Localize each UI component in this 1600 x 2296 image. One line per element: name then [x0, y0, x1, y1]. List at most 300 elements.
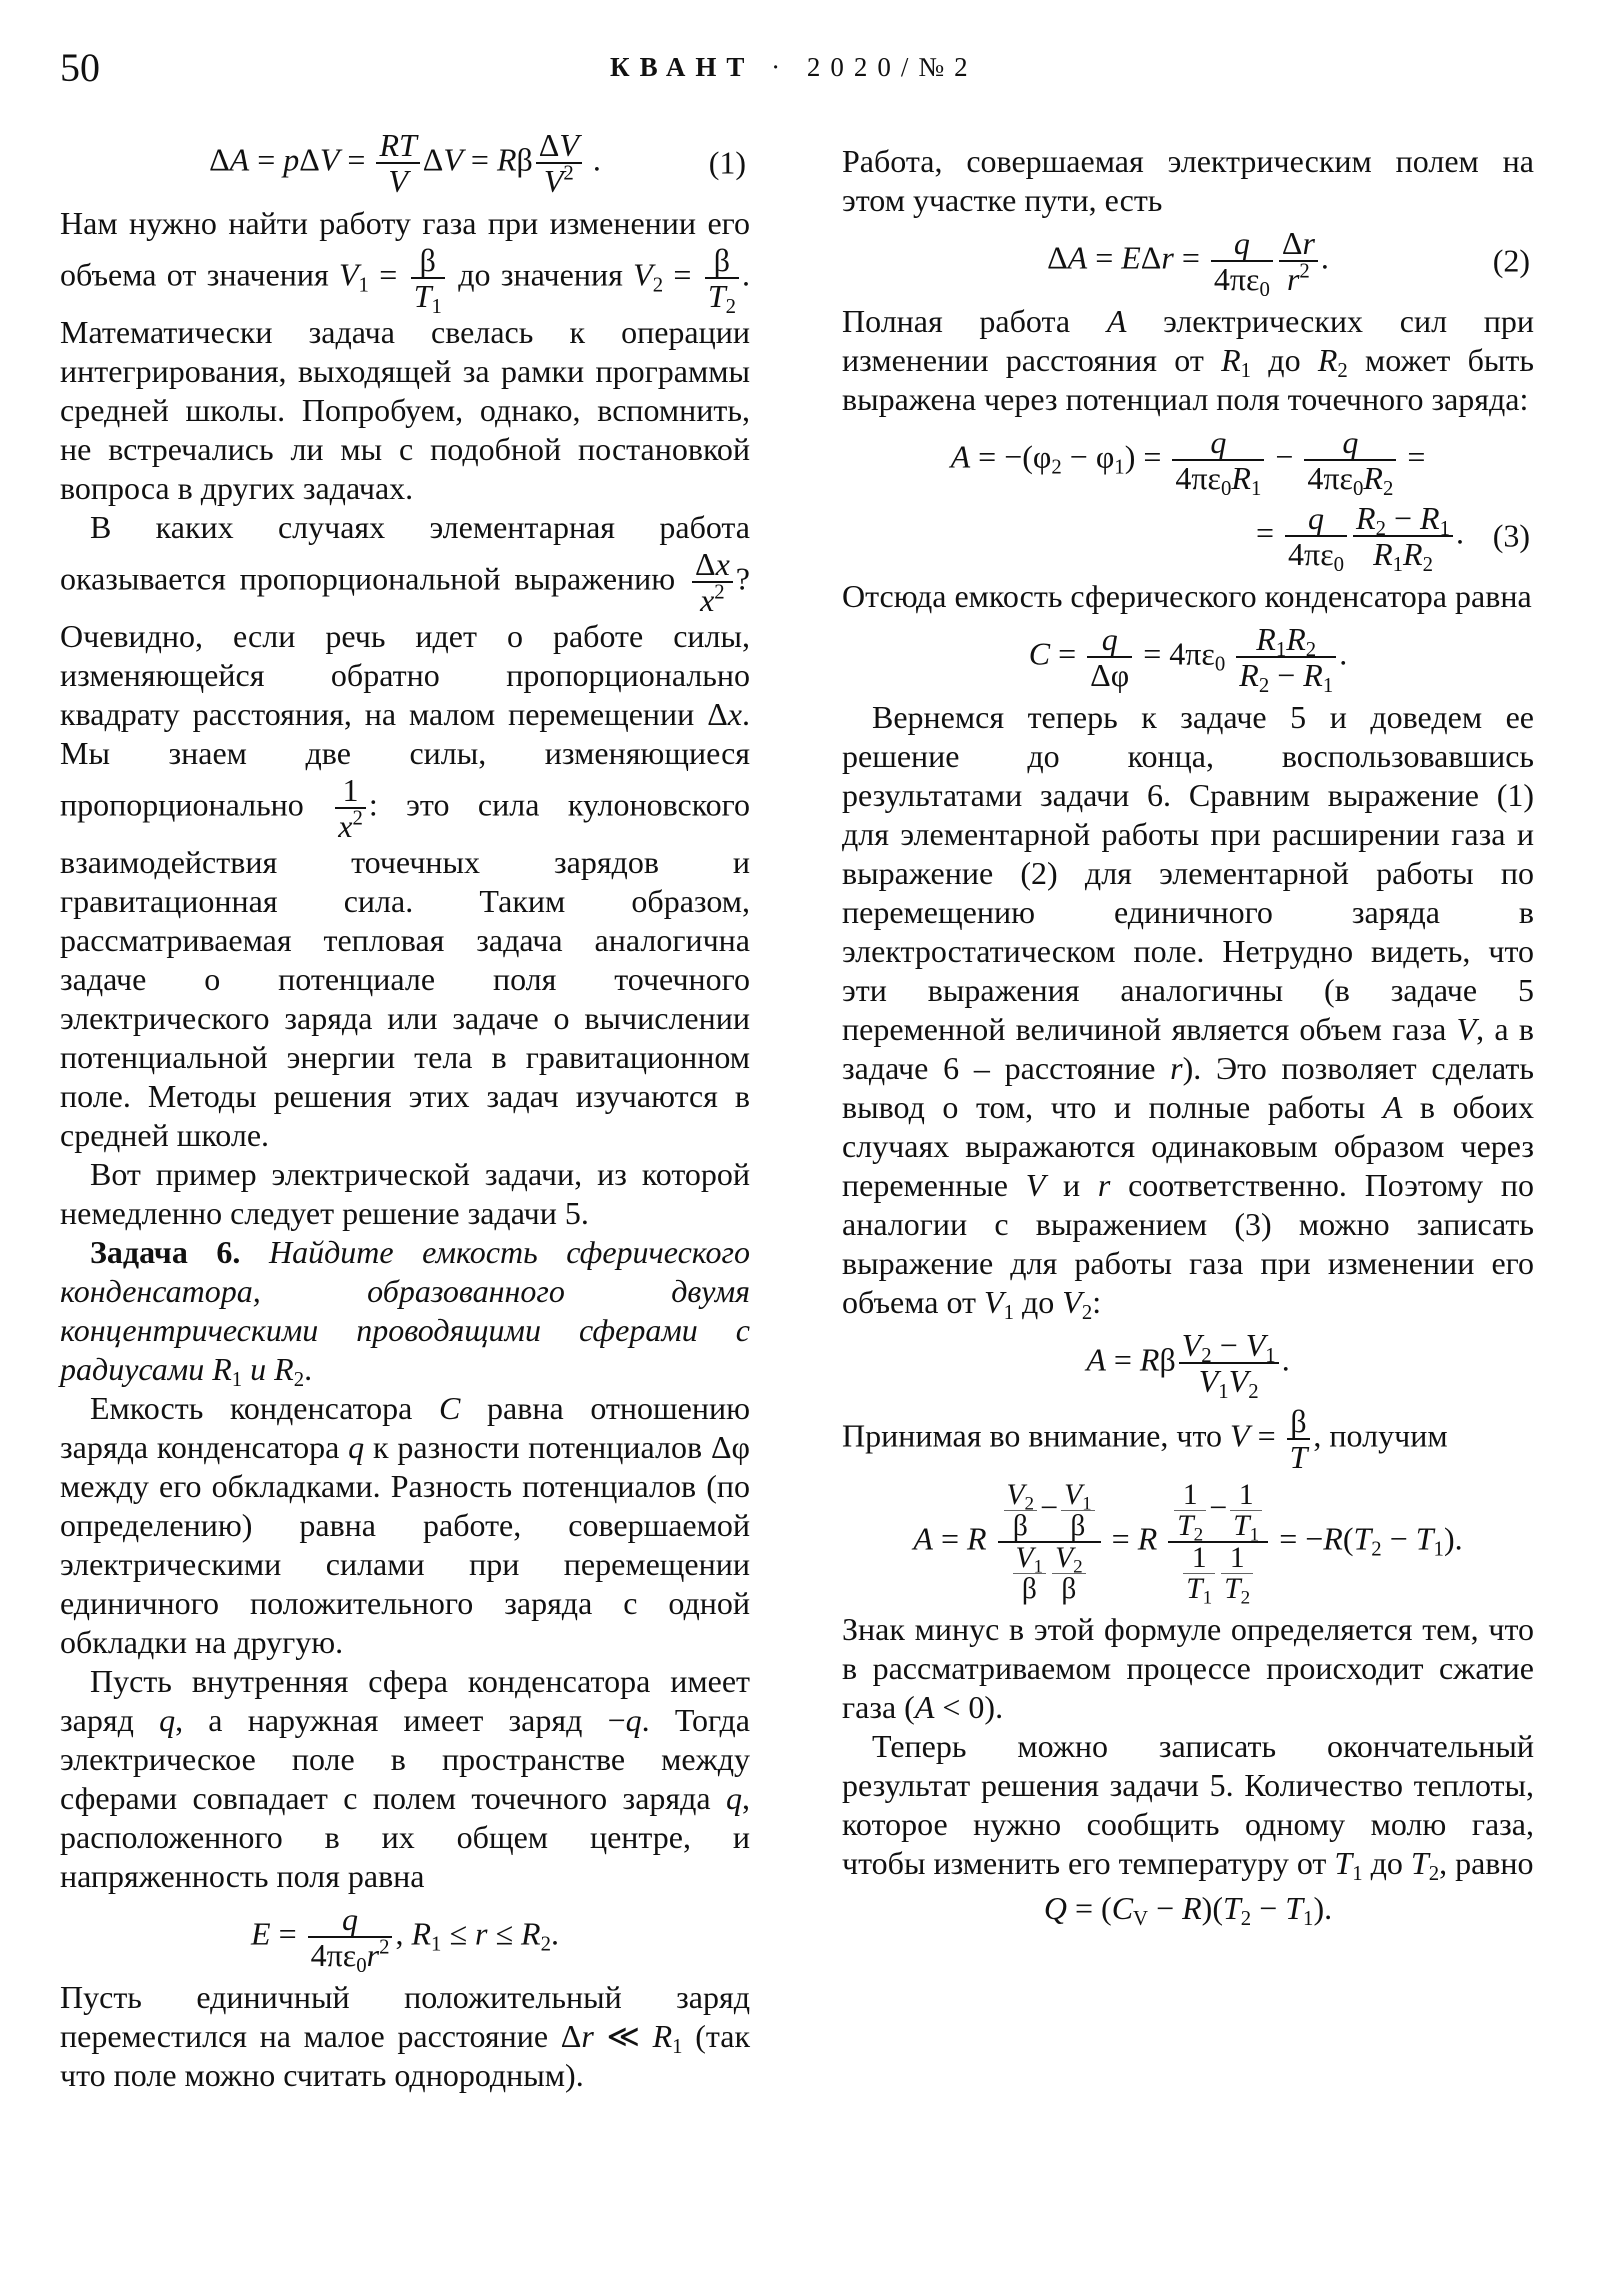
- display-formula: [842, 1479, 1534, 1609]
- math-italic: q: [1233, 225, 1250, 261]
- text-run: .: [1320, 239, 1329, 276]
- math-italic: R: [1286, 621, 1306, 657]
- math-italic: r: [1161, 239, 1174, 276]
- text-run: [987, 1520, 995, 1556]
- subscript: 1: [1433, 1537, 1444, 1561]
- text-run: ).: [1443, 1520, 1463, 1557]
- denominator: [1304, 460, 1396, 501]
- fraction: [1168, 1479, 1268, 1609]
- subscript: 1: [1303, 1907, 1314, 1931]
- math-italic: V: [339, 256, 359, 293]
- math-italic: A: [229, 141, 250, 178]
- text-run: β: [713, 242, 731, 278]
- text-run: ) =: [1124, 438, 1170, 475]
- numerator: [1285, 501, 1347, 537]
- text-run: электрических сил при изменении расстояния от: [842, 303, 1535, 378]
- numerator: [1087, 622, 1132, 658]
- text-run: до: [1362, 1845, 1411, 1881]
- math-italic: q: [1101, 621, 1118, 657]
- denominator: [998, 1543, 1101, 1604]
- fraction: [1087, 622, 1132, 692]
- text-run: .: [1339, 635, 1348, 672]
- subscript: 1: [1249, 1524, 1260, 1546]
- math-italic: x: [338, 808, 353, 844]
- math-italic: R: [1317, 342, 1338, 378]
- subscript: 1: [1240, 359, 1252, 383]
- math-italic: q: [625, 1702, 642, 1738]
- fraction: [376, 128, 419, 198]
- subscript: 1: [1114, 455, 1125, 479]
- issue-number: · 2020/№2: [771, 52, 978, 82]
- subscript: 2: [1240, 1587, 1251, 1609]
- math-italic: R: [1356, 500, 1376, 536]
- text-run: Полная работа: [842, 303, 1107, 339]
- fraction: [308, 1901, 393, 1978]
- text-run: =: [1249, 1417, 1284, 1454]
- denominator: [308, 1935, 393, 1978]
- math-italic: V: [443, 141, 463, 178]
- text-run: −: [1269, 657, 1304, 693]
- paragraph: [842, 1610, 1534, 1727]
- math-italic: R: [966, 1520, 987, 1557]
- math-italic: V: [1228, 1363, 1249, 1399]
- math-italic: x: [727, 696, 742, 732]
- fraction: [1004, 1480, 1038, 1541]
- subscript: 2: [1240, 1907, 1252, 1931]
- math-italic: R: [1403, 536, 1423, 572]
- subscript: 2: [1193, 1524, 1204, 1546]
- subscript: 2: [293, 1368, 305, 1392]
- paragraph: [842, 577, 1534, 616]
- subscript: V: [1133, 1907, 1149, 1931]
- text-run: до значения: [447, 256, 634, 293]
- math-italic: r: [1302, 225, 1315, 261]
- math-italic: T: [413, 278, 432, 314]
- math-italic: T: [1177, 1510, 1194, 1542]
- text-run: =: [932, 1520, 967, 1557]
- text-run: Работа, совершаемая электрическим полем на этом участке пути, есть: [842, 143, 1534, 218]
- text-run: =: [1173, 239, 1208, 276]
- math-italic: V: [543, 163, 564, 199]
- text-run: =: [1087, 239, 1122, 276]
- math-italic: T: [1353, 1520, 1372, 1557]
- math-italic: Q: [1043, 1890, 1067, 1926]
- text-run: может быть выражена через потенциал поля точечного заряда:: [842, 342, 1535, 417]
- subscript: 1: [1033, 1556, 1044, 1578]
- math-italic: Найдите емкость сферического конденсатора, образованного двумя концентрическими проводящими сферами с радиусами: [60, 1234, 751, 1387]
- math-italic: A: [1106, 303, 1127, 339]
- text-run: −: [1386, 500, 1421, 536]
- numerator: [1287, 1404, 1311, 1440]
- fraction: [536, 128, 582, 198]
- text-run: равна отношению заряда конденсатора: [60, 1390, 751, 1465]
- text-run: 1: [1229, 1542, 1245, 1574]
- fraction: [1183, 1542, 1215, 1609]
- text-run: −: [1381, 1520, 1416, 1557]
- subscript: 1: [1218, 1380, 1229, 1404]
- subscript: 1: [1439, 517, 1450, 541]
- running-header: [610, 52, 978, 83]
- text-run: β: [1012, 1510, 1028, 1542]
- math-italic: V: [1006, 1479, 1025, 1511]
- paragraph: [60, 1155, 750, 1233]
- fraction: [1236, 621, 1336, 698]
- fraction: [1304, 424, 1396, 501]
- text-run: = −: [1271, 1520, 1324, 1557]
- denominator: [1052, 1574, 1086, 1604]
- subscript: 2: [1305, 638, 1317, 662]
- text-run: Емкость конденсатора: [90, 1390, 440, 1426]
- math-italic: V: [319, 141, 340, 178]
- fraction: [1211, 225, 1273, 302]
- math-italic: A: [913, 1520, 933, 1557]
- math-italic: T: [1334, 1845, 1353, 1881]
- text-run: .: [1281, 1341, 1290, 1378]
- text-run: =: [249, 141, 284, 178]
- denominator: [1287, 1440, 1311, 1474]
- text-run: соответственно. Поэтому по аналогии с выражением (3) можно записать выражение для работы газа при изменении его объема от: [842, 1167, 1535, 1320]
- text-run: =: [1399, 438, 1426, 475]
- text-run: , получим: [1313, 1417, 1448, 1454]
- text-run: −: [1267, 438, 1302, 475]
- text-run: −: [1040, 1488, 1059, 1525]
- subscript: 2: [1081, 1301, 1093, 1325]
- text-run: =: [270, 1915, 305, 1952]
- math-italic: R: [1182, 1890, 1202, 1926]
- equation-number: (3): [1492, 517, 1530, 554]
- text-run: β: [419, 242, 436, 278]
- page-number: 50: [60, 45, 100, 90]
- subscript: 2: [1428, 1862, 1440, 1886]
- left-column: [60, 122, 750, 2095]
- math-italic: R: [496, 141, 517, 178]
- text-run: Вернемся теперь к задаче 5 и доведем ее решение до конца, воспользовавшись результатами задачи 6. Сравним выражение (1) для элементарной работы при расширении газа и выражение (2) для элементарной работы по перемещению единичного заряда в электростатическом поле. Нетрудно видеть, что эти выражения аналогичны (в задаче 5 переменной величиной является объем газа: [842, 699, 1534, 1047]
- subscript: 1: [1265, 1344, 1276, 1368]
- fraction: [1279, 226, 1318, 296]
- paragraph: [60, 1978, 750, 2095]
- fraction: [692, 547, 733, 617]
- numerator: [1236, 621, 1336, 662]
- math-italic: T: [1410, 1845, 1429, 1881]
- text-run: =: [462, 141, 497, 178]
- math-italic: C: [1028, 635, 1051, 672]
- text-run: 1: [1182, 1479, 1198, 1511]
- math-italic: R: [521, 1915, 541, 1952]
- text-run: Пусть единичный положительный заряд переместился на малое расстояние Δ: [60, 1979, 750, 2054]
- text-run: [1157, 1520, 1165, 1556]
- math-italic: R: [1256, 621, 1276, 657]
- text-run: Δφ: [1090, 657, 1130, 693]
- math-italic: RT: [379, 127, 417, 163]
- superscript: 2: [1299, 259, 1310, 283]
- math-italic: x: [715, 546, 730, 582]
- numerator: [1353, 500, 1453, 541]
- fraction: [705, 242, 739, 319]
- text-run: ,: [395, 1915, 412, 1952]
- denominator: [1236, 657, 1336, 698]
- right-column: [842, 142, 1534, 1934]
- text-run: , а наружная имеет заряд −: [175, 1702, 626, 1738]
- math-italic: R: [1239, 657, 1259, 693]
- fraction: [1052, 1543, 1086, 1604]
- math-italic: T: [707, 278, 726, 314]
- text-run: . Математически задача свелась к операции интегрирования, выходящей за рамки программы средней школы. Попробуем, однако, вспомнить, не встречались ли мы с подобной постановкой вопроса в других задачах.: [60, 256, 751, 506]
- math-italic: V: [559, 127, 579, 163]
- numerator: [335, 773, 366, 809]
- denominator: [1221, 1573, 1253, 1609]
- math-italic: C: [1111, 1890, 1134, 1926]
- denominator: [536, 161, 582, 199]
- fraction: [1172, 424, 1264, 501]
- paragraph: [842, 1727, 1534, 1886]
- text-run: β: [516, 141, 533, 178]
- fraction: [335, 773, 366, 843]
- math-italic: R: [411, 1915, 432, 1952]
- text-run: , а в задаче 6 – расстояние: [842, 1011, 1535, 1086]
- text-run: . Тогда электрическое поле в пространстве между сферами совпадает с полем точечного заряда: [60, 1702, 751, 1816]
- text-run: : это сила кулоновского взаимодействия точечных зарядов и гравитационная сила. Таким образом, рассматриваемая тепловая задача аналогична задаче о потенциале поля точечного электрического заряда или задаче о вычислении потенциальной энергии тела в гравитационном поле. Методы решения этих задач изучаются в средней школе.: [60, 786, 750, 1153]
- paragraph: [60, 204, 750, 508]
- denominator: [1087, 658, 1132, 692]
- text-run: ? Очевидно, если речь идет о работе силы, изменяющейся обратно пропорционально квадрату расстояния, на малом перемещении Δ: [60, 560, 750, 732]
- numerator: [1168, 1479, 1268, 1546]
- math-italic: V: [1025, 1167, 1046, 1203]
- paragraph: [842, 698, 1535, 1325]
- text-run: 1: [342, 772, 359, 808]
- text-run: , равно: [1439, 1845, 1534, 1881]
- display-formula: [842, 225, 1534, 302]
- subscript: 2: [1422, 553, 1433, 577]
- math-italic: C: [439, 1390, 461, 1426]
- text-run: 1: [1191, 1542, 1207, 1574]
- text-run: Δ: [695, 546, 716, 582]
- subscript: 1: [431, 295, 442, 319]
- text-run: = (: [1067, 1890, 1112, 1926]
- text-run: Принимая во внимание, что: [842, 1417, 1231, 1454]
- math-italic: r: [475, 1915, 488, 1952]
- math-italic: T: [1415, 1520, 1434, 1557]
- text-run: Δ: [209, 141, 230, 178]
- text-run: до: [1013, 1284, 1063, 1320]
- math-italic: q: [1308, 500, 1325, 536]
- text-run: до: [1251, 342, 1318, 378]
- text-run: Δ: [422, 141, 444, 178]
- math-italic: V: [1064, 1479, 1083, 1511]
- math-italic: T: [1285, 1890, 1304, 1926]
- subscript: 2: [540, 1932, 551, 1956]
- numerator: [308, 1902, 393, 1938]
- fraction: [1230, 1479, 1262, 1546]
- numerator: [376, 128, 419, 164]
- math-italic: V: [1015, 1542, 1034, 1574]
- text-run: =: [339, 141, 374, 178]
- text-run: [1225, 635, 1233, 671]
- math-italic: V: [1198, 1363, 1219, 1399]
- paragraph: [60, 1662, 750, 1896]
- math-italic: A: [1067, 239, 1088, 276]
- paragraph: [60, 508, 750, 1155]
- subscript: 2: [1051, 455, 1062, 479]
- math-italic: R: [1139, 1341, 1160, 1378]
- denominator: [1230, 1510, 1262, 1546]
- numerator: [1172, 425, 1264, 461]
- subscript: 1: [1250, 477, 1262, 501]
- text-run: 4πε: [310, 1937, 357, 1973]
- text-run: 4πε: [1213, 261, 1260, 297]
- subscript: 0: [1220, 477, 1232, 501]
- equation-number: (1): [708, 144, 746, 181]
- subscript: 2: [725, 295, 737, 319]
- subscript: 2: [1258, 674, 1270, 698]
- fraction: [1285, 500, 1347, 577]
- subscript: 1: [231, 1368, 243, 1392]
- text-run: = 4πε: [1135, 635, 1215, 672]
- math-italic: V: [1055, 1542, 1074, 1574]
- math-italic: r: [1286, 261, 1300, 297]
- denominator: [1061, 1511, 1095, 1541]
- subscript: 1: [1392, 553, 1404, 577]
- display-formula: [842, 621, 1534, 698]
- subscript: 0: [1214, 652, 1226, 676]
- math-italic: R: [1363, 460, 1383, 496]
- paragraph: [842, 1404, 1534, 1474]
- text-run: β: [1159, 1341, 1176, 1378]
- subscript: 2: [1248, 1380, 1259, 1404]
- text-run: . Мы знаем две силы, изменяющиеся пропорционально: [60, 696, 750, 823]
- text-run: =: [663, 256, 702, 293]
- subscript: 0: [356, 1954, 367, 1978]
- display-formula: [842, 1327, 1534, 1404]
- denominator: [705, 278, 739, 319]
- subscript: 0: [1259, 278, 1270, 302]
- math-italic: r: [1097, 1167, 1111, 1203]
- fraction: [1179, 1327, 1279, 1404]
- denominator: [376, 164, 419, 198]
- subscript: 1: [672, 2035, 683, 2059]
- text-run: ≤: [441, 1915, 475, 1952]
- denominator: [1168, 1542, 1268, 1609]
- subscript: 0: [1333, 553, 1345, 577]
- text-run: Вот пример электрической задачи, из которой немедленно следует решение задачи 5.: [60, 1156, 750, 1231]
- math-italic: V: [1062, 1284, 1082, 1320]
- text-run: .: [304, 1351, 313, 1387]
- paragraph: [60, 1389, 750, 1662]
- subscript: 1: [1352, 1862, 1363, 1886]
- text-run: β: [1070, 1510, 1086, 1542]
- paragraph: [842, 142, 1534, 220]
- denominator: [1172, 460, 1264, 501]
- denominator: [1183, 1573, 1215, 1609]
- fraction: [1221, 1542, 1253, 1609]
- math-italic: R: [1231, 460, 1251, 496]
- fraction: [1061, 1480, 1095, 1541]
- math-italic: A: [950, 438, 971, 475]
- math-italic: R: [1137, 1520, 1158, 1557]
- text-run: 4πε: [1175, 460, 1221, 496]
- denominator: [1004, 1511, 1038, 1541]
- math-italic: q: [1210, 424, 1227, 460]
- text-run: Δ: [1047, 239, 1068, 276]
- display-formula: [842, 500, 1534, 577]
- text-run: , расположенного в их общем центре, и напряженность поля равна: [60, 1780, 750, 1894]
- text-run: :: [1092, 1284, 1102, 1320]
- superscript: 2: [563, 161, 574, 185]
- numerator: [1004, 1479, 1038, 1515]
- numerator: [998, 1480, 1101, 1543]
- math-italic: T: [1233, 1510, 1250, 1542]
- math-italic: A: [1382, 1089, 1403, 1125]
- fraction: [1174, 1479, 1206, 1546]
- text-run: =: [1103, 1520, 1138, 1557]
- denominator: [411, 278, 445, 319]
- subscript: 1: [1082, 1493, 1092, 1515]
- subscript: 2: [1371, 1537, 1382, 1561]
- subscript: 1: [1003, 1301, 1014, 1325]
- numerator: [1304, 425, 1396, 461]
- math-italic: V: [1181, 1327, 1202, 1363]
- text-run: =: [368, 256, 408, 293]
- text-run: к разности потенциалов Δφ между его обкладками. Разность потенциалов (по определению) равна работе, совершаемой электрическими силами при перемещении единичного положительного заряда с одной обкладки на другую.: [60, 1429, 750, 1660]
- denominator: [335, 806, 366, 844]
- subscript: 1: [358, 273, 369, 297]
- text-run: =: [1105, 1341, 1140, 1378]
- text-run: В каких случаях элементарная работа оказывается пропорциональной выражению: [60, 509, 750, 597]
- text-run: < 0).: [934, 1689, 1004, 1725]
- text-run: .: [1456, 514, 1464, 551]
- numerator: [411, 243, 445, 279]
- math-italic: R: [1221, 342, 1241, 378]
- math-italic: r: [366, 1937, 380, 1973]
- math-italic: A: [914, 1689, 935, 1725]
- fraction: [1287, 1404, 1311, 1474]
- text-run: − φ: [1061, 438, 1115, 475]
- fraction: [998, 1480, 1101, 1604]
- subscript: 1: [431, 1932, 442, 1956]
- subscript: 2: [1375, 517, 1386, 541]
- numerator: [1230, 1480, 1262, 1511]
- numerator: [1183, 1543, 1215, 1574]
- math-italic: V: [1230, 1417, 1250, 1454]
- display-formula: [842, 424, 1534, 501]
- text-run: =: [1256, 514, 1283, 551]
- math-italic: R: [652, 2018, 673, 2054]
- math-italic: q: [726, 1780, 742, 1816]
- subscript: 2: [1382, 477, 1394, 501]
- text-run: 4πε: [1288, 536, 1334, 572]
- denominator: [692, 580, 733, 618]
- math-italic: T: [1289, 1439, 1308, 1475]
- text-run: Пусть внутренняя сфера конденсатора имеет заряд: [60, 1663, 750, 1738]
- text-run: .: [584, 141, 601, 178]
- numerator: [1221, 1543, 1253, 1574]
- text-run: ). Это позволяет сделать вывод о том, что и полные работы: [842, 1050, 1535, 1125]
- magazine-name: КВАНТ: [610, 52, 755, 82]
- math-italic: T: [1224, 1573, 1241, 1605]
- numerator: [1179, 1327, 1279, 1368]
- subscript: 1: [1322, 674, 1334, 698]
- denominator: [1013, 1574, 1047, 1604]
- text-run: ≤: [487, 1915, 522, 1952]
- subscript: 1: [1202, 1587, 1213, 1609]
- math-italic: R: [274, 1351, 294, 1387]
- denominator: [1174, 1510, 1206, 1546]
- paragraph: [842, 302, 1534, 419]
- denominator: [1211, 261, 1273, 302]
- text-run: ).: [1313, 1890, 1333, 1926]
- denominator: [1279, 259, 1318, 297]
- numerator: [1211, 226, 1273, 262]
- text-run: Теперь можно записать окончательный результат решения задачи 5. Количество теплоты, которое нужно сообщить одному молю газа, чтобы изменить его температуру от: [842, 1728, 1534, 1881]
